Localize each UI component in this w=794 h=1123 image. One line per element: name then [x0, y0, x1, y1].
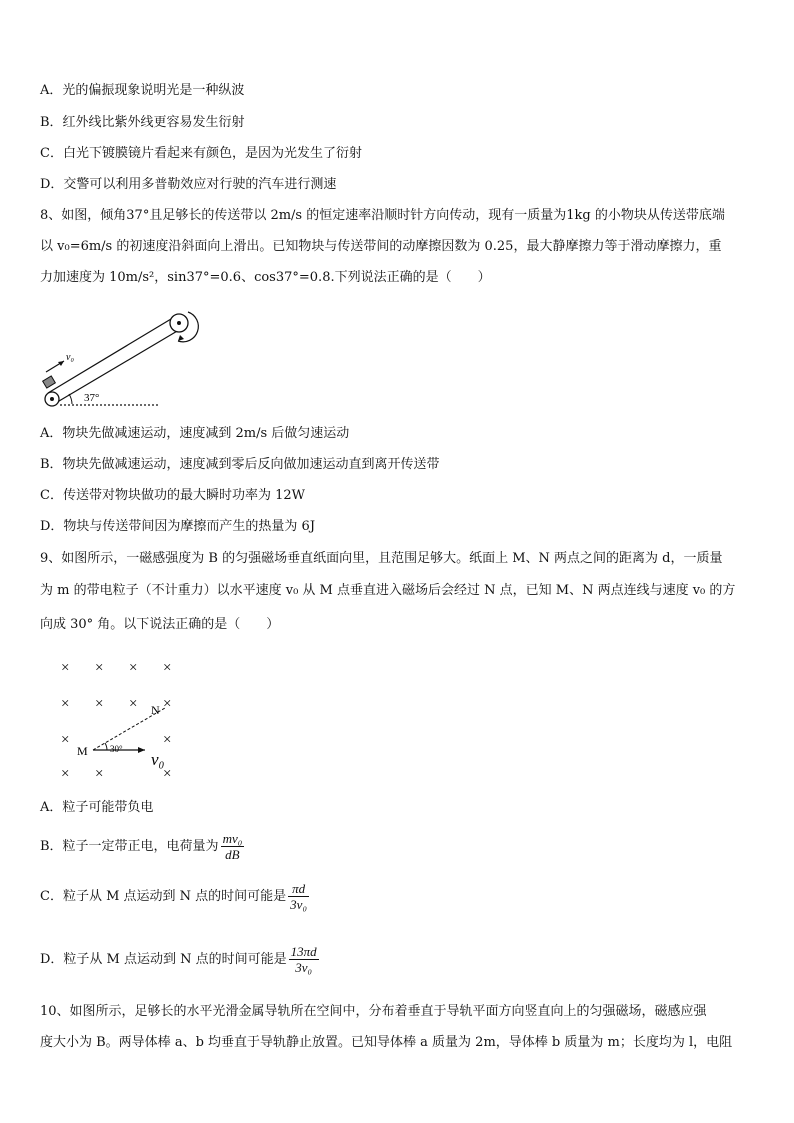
q9-option-c-text: C．粒子从 M 点运动到 N 点的时间可能是 [40, 889, 287, 904]
q7-option-c: C．白光下镀膜镜片看起来有颜色，是因为光发生了衍射 [40, 146, 362, 161]
field-cross-mark: × [163, 732, 172, 748]
q9-option-d [40, 941, 319, 979]
q9-stem-line-3: 向成 30° 角。以下说法正确的是（ ） [40, 617, 280, 632]
q8-option-a: A．物块先做减速运动，速度减到 2m/s 后做匀速运动 [40, 426, 350, 441]
field-cross-mark: × [163, 766, 172, 782]
q9-n-label: N [151, 703, 160, 717]
q9-option-a: A．粒子可能带负电 [40, 800, 154, 815]
q7-option-a: A．光的偏振现象说明光是一种纵波 [40, 83, 245, 98]
q9-option-c [40, 878, 309, 916]
q9-option-b-denominator: dB [225, 847, 240, 862]
field-cross-mark: × [61, 696, 70, 712]
q9-magnetic-field-figure [55, 652, 215, 782]
field-cross-mark: × [163, 696, 172, 712]
field-cross-mark: × [129, 660, 138, 676]
q10-stem-line-2: 度大小为 B。两导体棒 a、b 均垂直于导轨静止放置。已知导体棒 a 质量为 2m，导体棒 b 质量为 m；长度均为 l，电阻 [40, 1035, 733, 1050]
q9-option-d-numerator: 13πd [290, 944, 317, 959]
field-cross-mark: × [61, 732, 70, 748]
q8-stem-line-1: 8、如图，倾角37°且足够长的传送带以 2m/s 的恒定速率沿顺时针方向传动，现有一质量为1kg 的小物块从传送带底端 [40, 208, 725, 223]
q9-option-c-numerator: πd [288, 881, 309, 897]
q9-velocity-label: v₀ [151, 750, 165, 769]
q10-stem-line-1: 10、如图所示，足够长的水平光滑金属导轨所在空间中，分布着垂直于导轨平面方向竖直向上的匀强磁场，磁感应强 [40, 1004, 707, 1019]
field-cross-mark: × [61, 660, 70, 676]
q8-conveyor-figure [38, 308, 218, 413]
q8-velocity-label: v₀ [66, 352, 74, 363]
q9-option-d-denominator: 3v₀ [295, 960, 313, 975]
q8-option-d: D．物块与传送带间因为摩擦而产生的热量为 6J [40, 519, 316, 534]
q9-option-d-fraction [289, 944, 319, 975]
field-cross-mark: × [95, 766, 104, 782]
q9-angle-label: 30° [110, 744, 123, 754]
field-cross-mark: × [61, 766, 70, 782]
q8-option-c: C．传送带对物块做功的最大瞬时功率为 12W [40, 488, 305, 503]
q9-option-c-denominator: 3v₀ [290, 897, 307, 912]
q7-option-b: B．红外线比紫外线更容易发生衍射 [40, 115, 245, 130]
q9-option-b [40, 828, 244, 866]
q7-option-d: D．交警可以利用多普勒效应对行驶的汽车进行测速 [40, 177, 337, 192]
field-cross-mark: × [95, 696, 104, 712]
q9-option-c-fraction [288, 881, 309, 912]
q9-stem-line-1: 9、如图所示，一磁感强度为 B 的匀强磁场垂直纸面向里，且范围足够大。纸面上 M、N 两点之间的距离为 d，一质量 [40, 551, 723, 566]
field-cross-mark: × [129, 696, 138, 712]
field-cross-mark: × [163, 660, 172, 676]
q9-option-d-text: D．粒子从 M 点运动到 N 点的时间可能是 [40, 952, 287, 967]
field-cross-mark: × [95, 660, 104, 676]
q9-option-b-text: B．粒子一定带正电，电荷量为 [40, 839, 219, 854]
q8-option-b: B．物块先做减速运动，速度减到零后反向做加速运动直到离开传送带 [40, 457, 440, 472]
q9-option-b-fraction [221, 831, 245, 862]
q8-stem-line-2: 以 v₀=6m/s 的初速度沿斜面向上滑出。已知物块与传送带间的动摩擦因数为 0.25，最大静摩擦力等于滑动摩擦力，重 [40, 239, 722, 254]
q8-angle-label: 37° [84, 392, 100, 404]
q8-stem-line-3: 力加速度为 10m/s²，sin37°=0.6、cos37°=0.8.下列说法正确的是（ ） [40, 270, 491, 285]
q9-stem-line-2: 为 m 的带电粒子（不计重力）以水平速度 v₀ 从 M 点垂直进入磁场后会经过 N 点，已知 M、N 两点连线与速度 v₀ 的方 [40, 583, 736, 598]
q9-option-b-numerator: mv₀ [222, 831, 243, 846]
q9-m-label: M [77, 744, 88, 758]
